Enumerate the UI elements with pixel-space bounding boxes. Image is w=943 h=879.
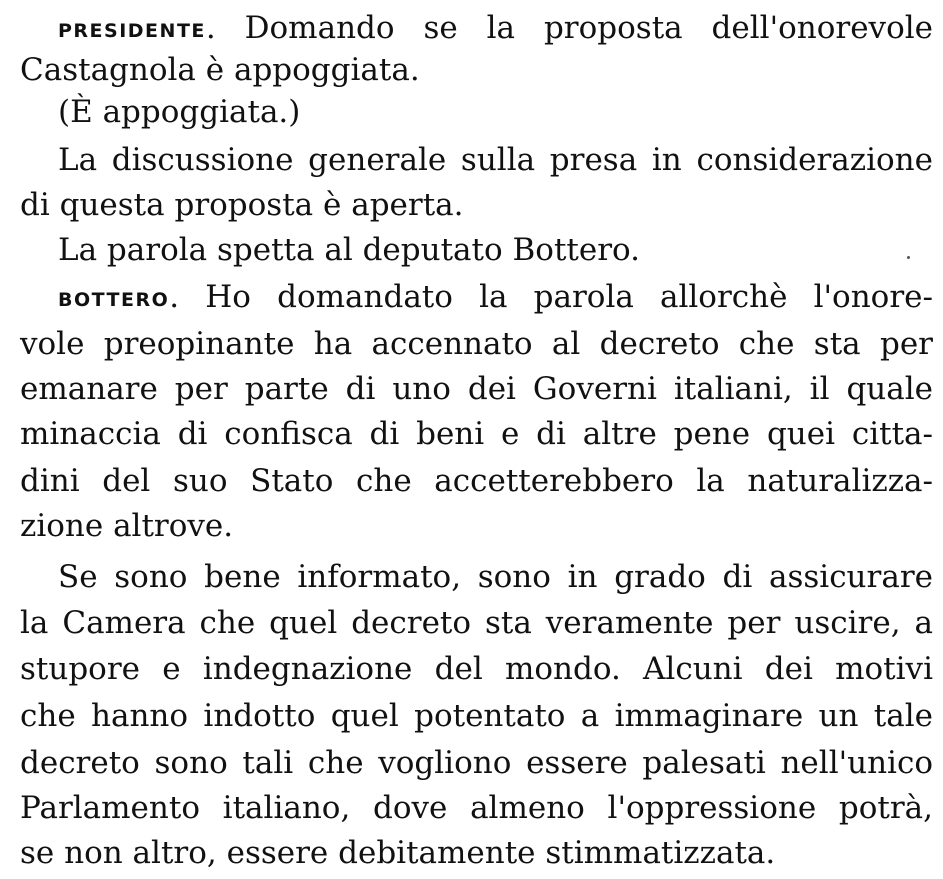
text-line-12: zione altrove.: [20, 508, 234, 544]
text-line-8: vole preopinante ha accennato al decreto che sta per: [20, 326, 933, 362]
text-line-6: La parola spetta al deputato Bottero.: [58, 232, 640, 268]
text-line-13: Se sono bene informato, sono in grado di assicurare: [58, 559, 933, 595]
text-line-15: stupore e indegnazione del mondo. Alcuni dei motivi: [20, 651, 933, 687]
text-line-4: La discussione generale sulla presa in considerazione: [58, 142, 933, 178]
text-line-19: se non altro, essere debitamente stimmatizzata.: [20, 835, 776, 871]
scan-speck: [907, 256, 910, 259]
line-text: . Ho domandato la parola allorchè l'onore-: [169, 279, 933, 315]
text-line-16: che hanno indotto quel potentato a immaginare un tale: [20, 698, 933, 734]
text-line-17: decreto sono tali che vogliono essere palesati nell'unico: [20, 745, 933, 781]
text-line-1: [58, 6, 933, 50]
text-line-10: minaccia di confisca di beni e di altre pene quei citta-: [20, 416, 933, 452]
text-line-7: [58, 275, 933, 319]
text-line-9: emanare per parte di uno dei Governi italiani, il quale: [20, 371, 933, 407]
speaker-name-bottero: BOTTERO: [58, 289, 170, 311]
text-line-3: (È appoggiata.): [58, 94, 301, 130]
text-line-14: la Camera che quel decreto sta veramente per uscire, a: [20, 605, 933, 641]
text-line-5: di questa proposta è aperta.: [20, 187, 464, 223]
text-line-2: Castagnola è appoggiata.: [20, 52, 420, 88]
line-text: . Domando se la proposta dell'onorevole: [205, 10, 933, 46]
speaker-name-presidente: PRESIDENTE: [58, 20, 206, 42]
text-line-18: Parlamento italiano, dove almeno l'oppressione potrà,: [20, 790, 933, 826]
text-line-11: dini del suo Stato che accetterebbero la naturalizza-: [20, 463, 933, 499]
